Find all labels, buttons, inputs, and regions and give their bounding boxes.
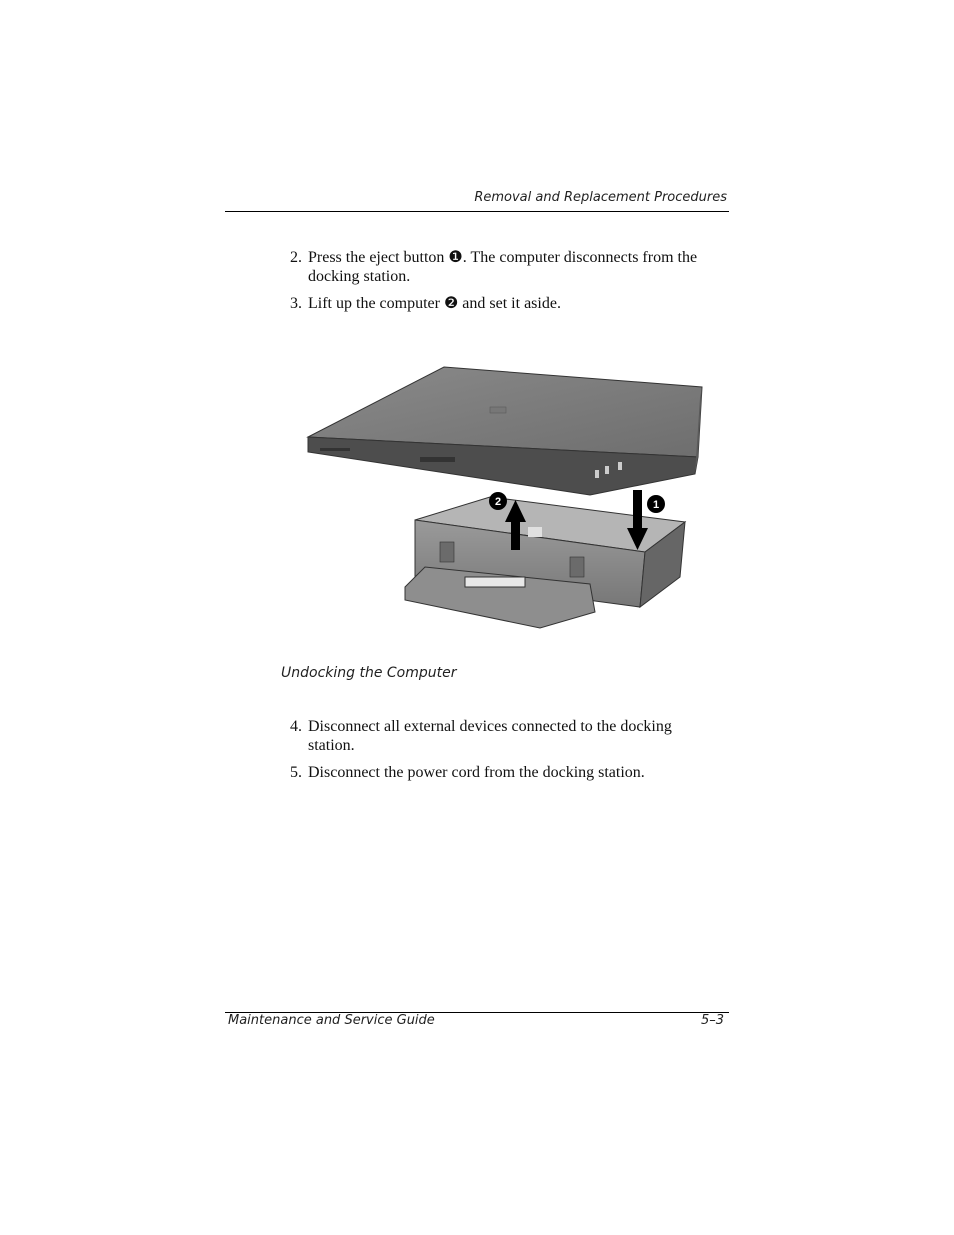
laptop-dock-figure <box>300 362 710 634</box>
step-number: 2. <box>290 249 302 266</box>
step-4 <box>290 717 720 755</box>
step-text: Disconnect all external devices connected to the docking station. <box>308 718 672 754</box>
step-5 <box>290 763 720 782</box>
steps-list-bottom <box>290 717 720 790</box>
page-number: 5–3 <box>700 1013 724 1028</box>
step-number: 4. <box>290 718 302 735</box>
figure-caption: Undocking the Computer <box>281 665 457 681</box>
step-2 <box>290 248 720 286</box>
docking-station-icon <box>405 497 685 628</box>
callout-2-icon <box>489 492 507 510</box>
running-header: Removal and Replacement Procedures <box>474 190 727 205</box>
laptop-icon <box>308 367 702 495</box>
step-number: 5. <box>290 764 302 781</box>
steps-list-top <box>290 248 720 321</box>
step-text: Press the eject button ❶. The computer disconnects from the docking station. <box>308 249 698 285</box>
step-3 <box>290 294 720 313</box>
footer-guide-title: Maintenance and Service Guide <box>228 1013 435 1028</box>
callout-1-icon <box>647 495 665 513</box>
undocking-illustration <box>300 362 710 634</box>
svg-text:1: 1 <box>652 499 660 511</box>
svg-text:2: 2 <box>494 496 502 508</box>
header-rule <box>225 211 729 212</box>
step-text: Disconnect the power cord from the docking station. <box>308 764 645 781</box>
step-text: Lift up the computer ❷ and set it aside. <box>308 295 561 312</box>
step-number: 3. <box>290 295 302 312</box>
